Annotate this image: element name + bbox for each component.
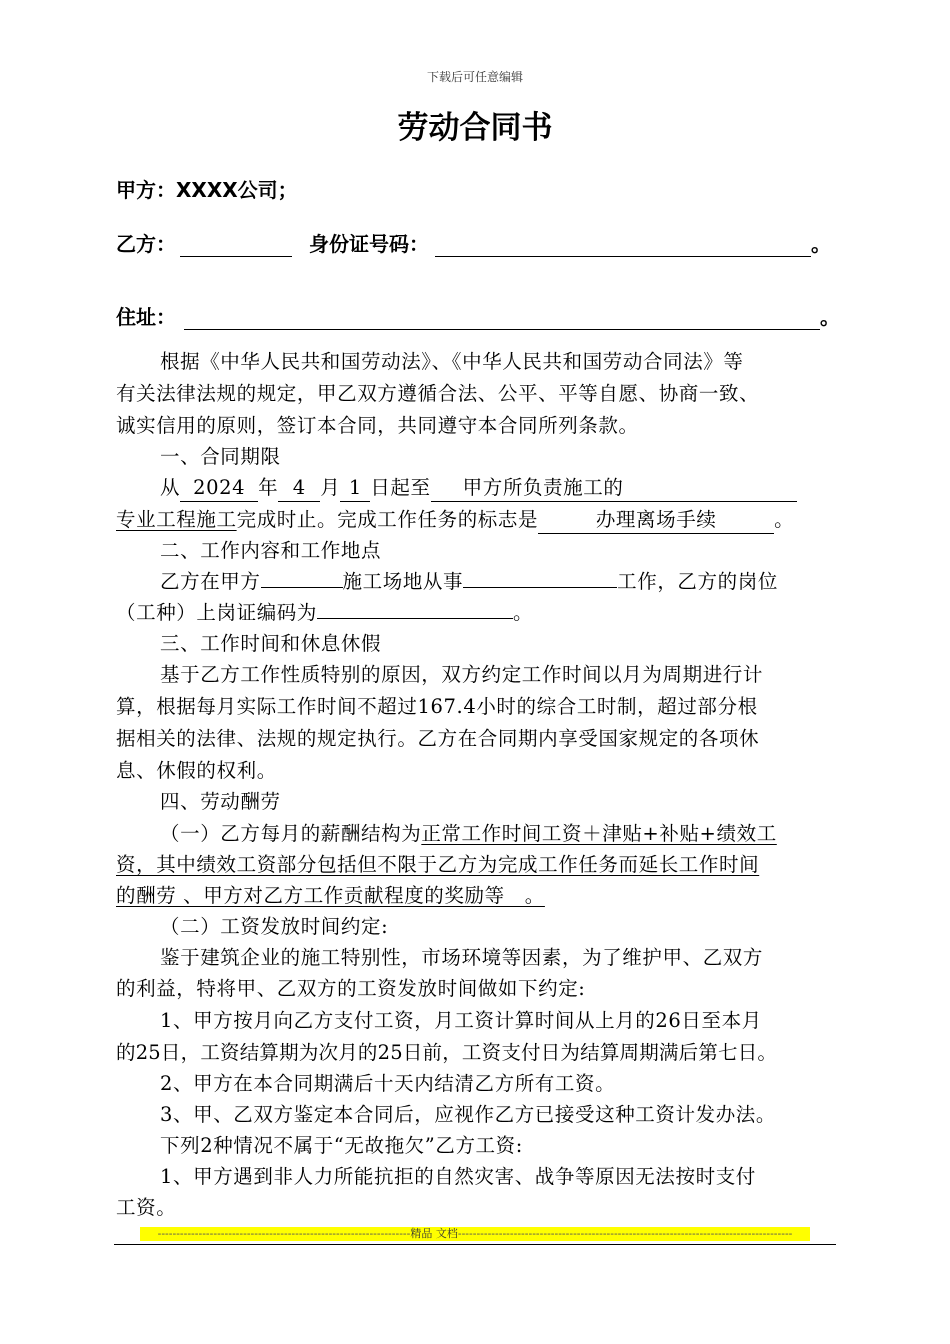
pay-item-1-line-2: 的25日，工资结算期为次月的25日前，工资支付日为结算周期满后第七日。 (116, 1041, 778, 1064)
work-content-label: 施工场地从事 (342, 570, 464, 593)
completion-value: 办理离场手续 (538, 507, 774, 534)
id-label: 身份证号码： (308, 232, 429, 256)
until-value: 甲方所负责施工的 (462, 476, 624, 499)
start-month: 4 (278, 475, 320, 502)
address-blank[interactable] (184, 307, 820, 330)
header-note: 下载后可任意编辑 (426, 70, 523, 84)
section-4-heading: 四、劳动酬劳 (160, 790, 281, 813)
footer-rule (114, 1244, 836, 1245)
salary-structure-line-2: 资，其中绩效工资部分包括但不限于乙方为完成工作任务而延长工作时间 (116, 853, 760, 876)
end-mark: 。 (810, 232, 831, 256)
start-year: 2024 (180, 475, 258, 502)
completion-line (116, 504, 794, 534)
footer-dashes-left: -------------------------------------------------------------------- (157, 1227, 411, 1240)
until-field (431, 475, 797, 502)
party-b-label: 乙方： (116, 232, 176, 256)
id-number-blank[interactable] (435, 234, 811, 257)
party-b-line (116, 228, 831, 257)
intro-line-1: 根据《中华人民共和国劳动法》、《中华人民共和国劳动合同法》等 (160, 350, 744, 373)
exception-1-line-1: 1、甲方遇到非人力所能抗拒的自然灾害、战争等原因无法按时支付 (160, 1165, 756, 1188)
section-1-heading: 一、合同期限 (160, 445, 281, 468)
section-3-line-4: 息、休假的权利。 (116, 759, 277, 782)
certificate-period: 。 (513, 601, 534, 624)
footer-banner (140, 1227, 810, 1241)
pay-item-1-line-1: 1、甲方按月向乙方支付工资，月工资计算时间从上月的26日至本月 (160, 1009, 762, 1032)
section-3-heading: 三、工作时间和休息休假 (160, 632, 382, 655)
salary-structure-line-3: 的酬劳 、甲方对乙方工作贡献程度的奖励等 。 (116, 884, 545, 907)
pay-item-2: 2、甲方在本合同期满后十天内结清乙方所有工资。 (160, 1072, 616, 1095)
until-value-2: 专业工程施工 (116, 508, 237, 531)
party-b-blank[interactable] (180, 234, 292, 257)
salary-structure-value: 正常工作时间工资＋津贴+补贴+绩效工 (421, 822, 777, 845)
address-label: 住址： (116, 305, 176, 329)
work-place-label: 乙方在甲方 (160, 570, 261, 593)
salary-prefix: （一）乙方每月的薪酬结构为 (160, 822, 422, 845)
position-label: 工作，乙方的岗位 (617, 570, 778, 593)
section-3-line-2: 算，根据每月实际工作时间不超过167.4小时的综合工时制，超过部分根 (116, 695, 758, 718)
section-3-line-1: 基于乙方工作性质特别的原因，双方约定工作时间以月为周期进行计 (160, 663, 764, 686)
day-text: 日起至 (370, 476, 431, 499)
contract-period-line (160, 472, 797, 502)
completion-period: 。 (774, 508, 795, 531)
footer-dashes-right: ------------------------------------------------------------------------------------------ (457, 1227, 793, 1240)
section-2-heading: 二、工作内容和工作地点 (160, 539, 382, 562)
intro-line-3: 诚实信用的原则，签订本合同，共同遵守本合同所列条款。 (116, 414, 639, 437)
address-line (116, 301, 840, 330)
month-unit: 月 (320, 476, 341, 499)
footer-text: 精品 文档 (410, 1227, 458, 1240)
salary-structure-line-1 (160, 818, 777, 846)
work-place-line (160, 566, 778, 594)
section-3-line-3: 据相关的法律、法规的规定执行。乙方在合同期内享受国家规定的各项休 (116, 727, 760, 750)
certificate-label: （工种）上岗证编码为 (116, 601, 318, 624)
end-mark-2: 。 (820, 305, 840, 329)
pay-time-para-2: 的利益，特将甲、乙双方的工资发放时间做如下约定: (116, 977, 586, 1000)
exception-1-line-2: 工资。 (116, 1196, 177, 1219)
pay-time-heading: （二）工资发放时间约定: (160, 915, 389, 938)
from-label: 从 (160, 476, 181, 499)
completion-text: 完成时止。完成工作任务的标志是 (236, 508, 539, 531)
exceptions-heading: 下列2种情况不属于“无故拖欠”乙方工资: (160, 1134, 523, 1157)
work-content-blank[interactable] (463, 587, 617, 588)
certificate-blank[interactable] (317, 618, 513, 619)
year-unit: 年 (258, 476, 279, 499)
start-day: 1 (340, 475, 370, 502)
pay-time-para-1: 鉴于建筑企业的施工特别性，市场环境等因素，为了维护甲、乙双方 (160, 946, 764, 969)
intro-line-2: 有关法律法规的规定，甲乙双方遵循合法、公平、平等自愿、协商一致、 (116, 382, 760, 405)
work-site-blank[interactable] (261, 587, 343, 588)
pay-item-3: 3、甲、乙双方鉴定本合同后，应视作乙方已接受这种工资计发办法。 (160, 1103, 777, 1126)
certificate-line (116, 597, 533, 625)
party-a-line: 甲方：XXXX公司； (116, 178, 298, 202)
document-title: 劳动合同书 (397, 110, 553, 146)
